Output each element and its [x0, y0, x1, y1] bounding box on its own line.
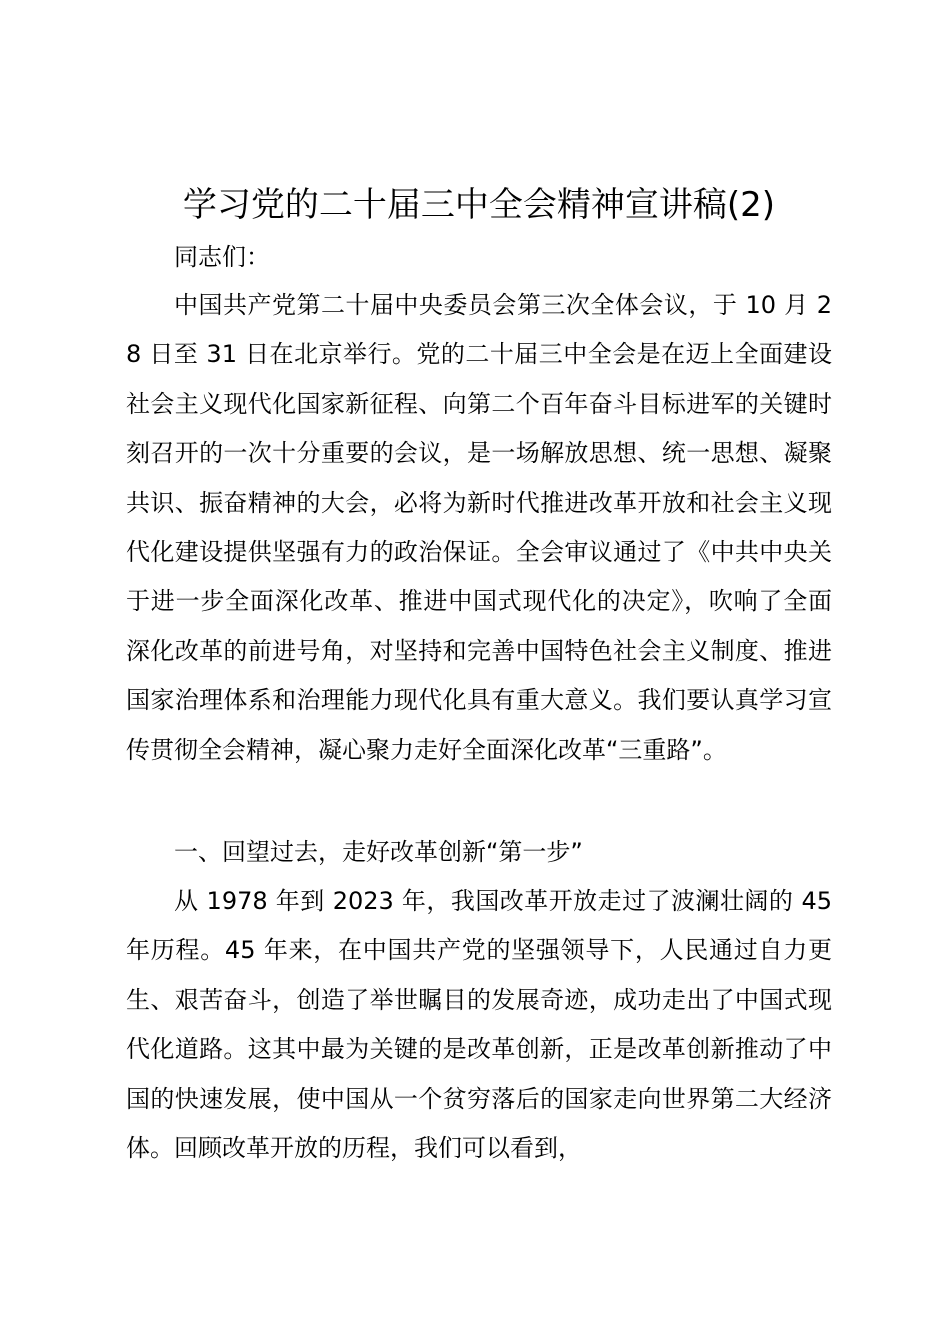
greeting: 同志们：: [174, 243, 270, 271]
document-title: 学习党的二十届三中全会精神宣讲稿(2): [182, 185, 776, 225]
body-paragraph: 从 1978 年到 2023 年，我国改革开放走过了波澜壮阔的 45 年历程。45 年来，在中国共产党的坚强领导下，人民通过自力更生、艰苦奋斗，创造了举世瞩目的发展奇迹，成功走出了中国式现代化道路。这其中最为关键的是改革创新，正是改革创新推动了中国的快速发展，使中国从一个贫穷落后的国家走向世界第二大经济体。回顾改革开放的历程，我们可以看到，: [126, 887, 832, 1163]
intro-paragraph: 中国共产党第二十届中央委员会第三次全体会议，于 10 月 28 日至 31 日在北京举行。党的二十届三中全会是在迈上全面建设社会主义现代化国家新征程、向第二个百年奋斗目标进军的关键时刻召开的一次十分重要的会议，是一场解放思想、统一思想、凝聚共识、振奋精神的大会，必将为新时代推进改革开放和社会主义现代化建设提供坚强有力的政治保证。全会审议通过了《中共中央关于进一步全面深化改革、推进中国式现代化的决定》，吹响了全面深化改革的前进号角，对坚持和完善中国特色社会主义制度、推进国家治理体系和治理能力现代化具有重大意义。我们要认真学习宣传贯彻全会精神，凝心聚力走好全面深化改革“三重路”。: [126, 291, 832, 764]
section-heading: 一、回望过去，走好改革创新“第一步”: [174, 838, 583, 866]
